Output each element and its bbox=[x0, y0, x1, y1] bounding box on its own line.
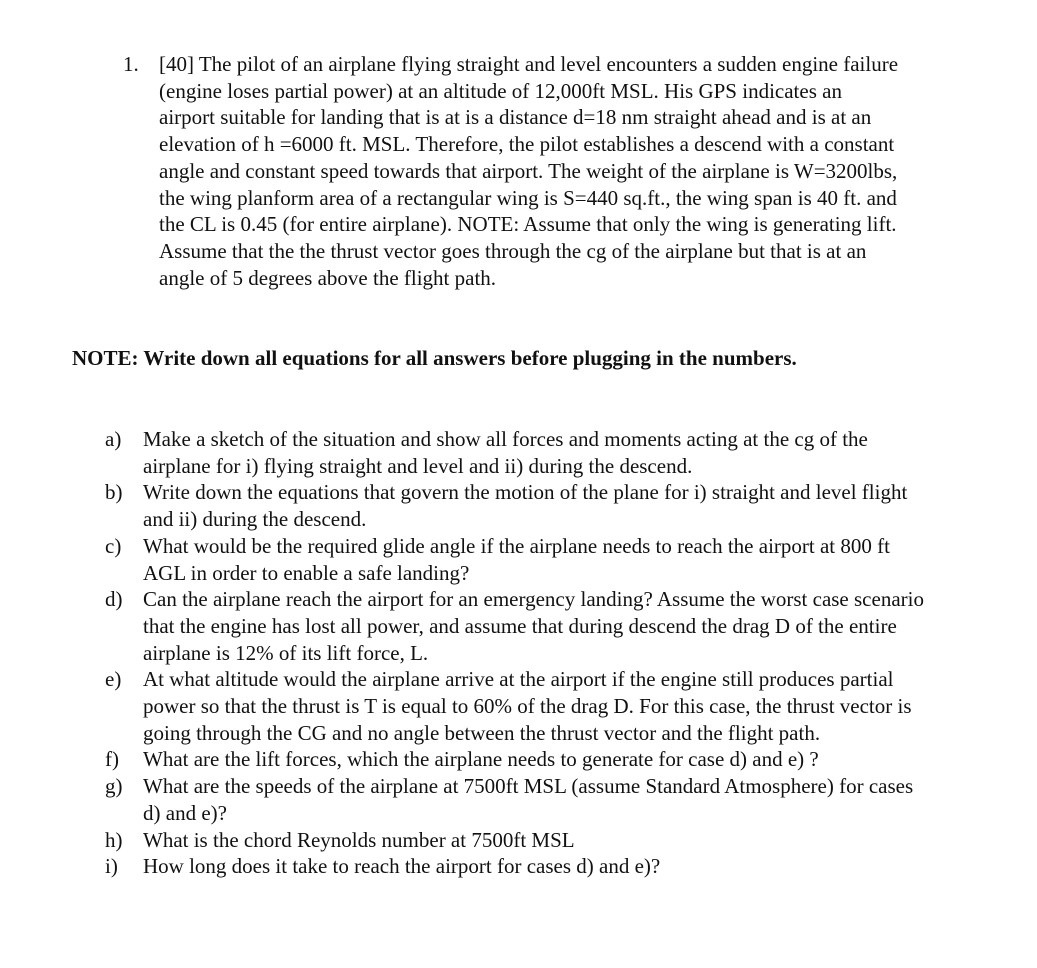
problem-statement bbox=[123, 51, 903, 291]
question-item-c bbox=[105, 533, 925, 586]
question-item-e bbox=[105, 666, 925, 746]
question-marker: c) bbox=[105, 533, 122, 558]
question-text: What would be the required glide angle if the airplane needs to reach the airport at 800 ft AGL in order to enable a safe landing? bbox=[143, 533, 890, 585]
problem-text: [40] The pilot of an airplane flying straight and level encounters a sudden engine failure (engine loses partial power) at an altitude of 12,000ft MSL. His GPS indicates an airport suitable for landing that is at is a distance d=18 nm straight ahead and is at an elevation of h =6000 ft. MSL. Therefore, the pilot establishes a descend with a constant angle and constant speed towards that airport. The weight of the airplane is W=3200lbs, the wing planform area of a rectangular wing is S=440 sq.ft., the wing span is 40 ft. and the CL is 0.45 (for entire airplane). NOTE: Assume that only the wing is generating lift. Assume that the the thrust vector goes through the cg of the airplane but that is at an angle of 5 degrees above the flight path. bbox=[159, 52, 899, 290]
question-marker: d) bbox=[105, 587, 123, 612]
question-item-f bbox=[105, 746, 925, 773]
equations-note: NOTE: Write down all equations for all answers before plugging in the numbers. bbox=[72, 346, 797, 370]
question-marker: a) bbox=[105, 427, 122, 451]
question-marker: e) bbox=[105, 667, 122, 692]
question-marker: i) bbox=[105, 854, 118, 879]
question-item-a bbox=[105, 426, 925, 479]
question-item-g bbox=[105, 773, 925, 826]
question-text: How long does it take to reach the airport for cases d) and e)? bbox=[143, 854, 661, 879]
question-text: Write down the equations that govern the motion of the plane for i) straight and level flight and ii) during the descend. bbox=[143, 480, 908, 532]
question-text: What are the lift forces, which the airplane needs to generate for case d) and e) ? bbox=[143, 747, 819, 772]
question-marker: h) bbox=[105, 827, 123, 852]
question-marker: b) bbox=[105, 480, 123, 505]
question-item-h bbox=[105, 827, 925, 854]
question-text: Can the airplane reach the airport for an emergency landing? Assume the worst case scenario that the engine has lost all power, and assume that during descend the drag D of the entire airplane is 12% of its lift force, L. bbox=[143, 587, 924, 665]
problem-number: 1. bbox=[123, 52, 139, 76]
question-text: What are the speeds of the airplane at 7500ft MSL (assume Standard Atmosphere) for cases d) and e)? bbox=[143, 774, 914, 825]
question-marker: g) bbox=[105, 774, 123, 799]
question-item-d bbox=[105, 586, 925, 666]
question-item-i bbox=[105, 853, 925, 880]
question-text: What is the chord Reynolds number at 7500ft MSL bbox=[143, 827, 575, 852]
question-text: At what altitude would the airplane arrive at the airport if the engine still produces partial power so that the thrust is T is equal to 60% of the drag D. For this case, the thrust vector is going through the CG and no angle between the thrust vector and the flight path. bbox=[143, 667, 912, 745]
question-marker: f) bbox=[105, 747, 119, 772]
question-text: Make a sketch of the situation and show all forces and moments acting at the cg of the airplane for i) flying straight and level and ii) during the descend. bbox=[143, 427, 868, 478]
question-item-b bbox=[105, 479, 925, 532]
question-list bbox=[105, 426, 925, 880]
